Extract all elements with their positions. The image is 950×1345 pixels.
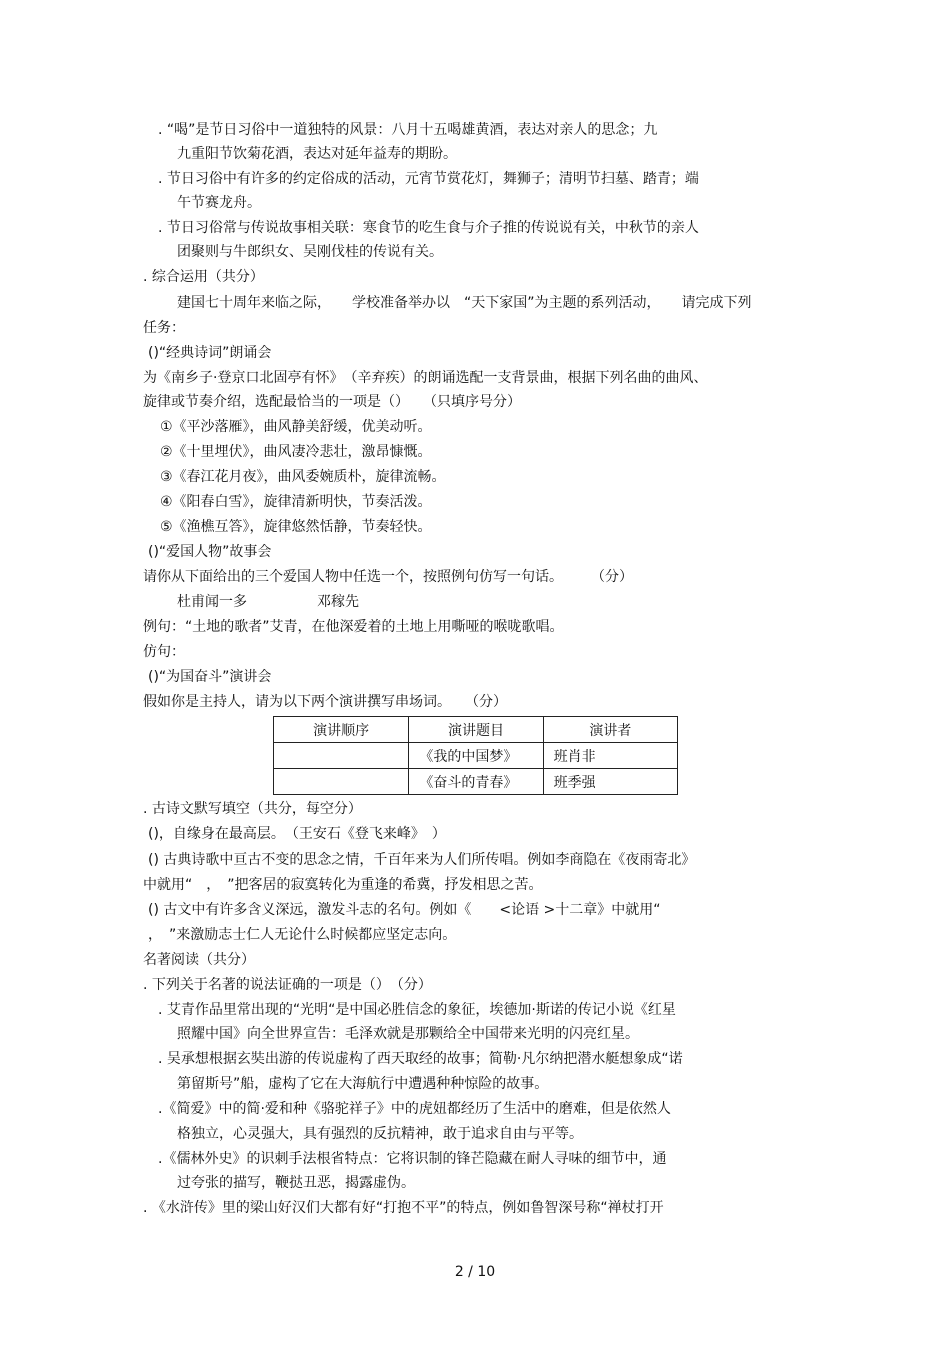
poem-line: () 古典诗歌中亘古不变的思念之情，千百年来为人们所传唱。例如李商隐在《夜雨寄北》 [148,852,696,868]
poem-line: () 古文中有许多含义深远，激发斗志的名句。例如《 <论语 >十二章》中就用“ [148,902,661,918]
question-line: 假如你是主持人，请为以下两个演讲撰写串场词。 （分） [143,694,507,710]
poem-line-cont: ， ”来激励志士仁人无论什么时候都应坚定志向。 [148,927,457,943]
option-line: . 节日习俗中有许多的约定俗成的活动，元宵节赏花灯，舞狮子；清明节扫墓、踏青；端 [158,171,699,187]
option-line-cont: 团聚则与牛郎织女、吴刚伐桂的传说有关。 [177,244,443,260]
option-line: .《简爱》中的简·爱和种《骆驼祥子》中的虎妞都经历了生活中的磨难，但是依然人 [158,1101,671,1117]
option-line-cont: 午节赛龙舟。 [177,195,261,211]
subsection-heading: ()“为国奋斗”演讲会 [148,669,272,685]
speech-table [273,716,678,795]
poem-line-cont: 中就用“ ， ”把客居的寂寞转化为重逢的希冀，抒发相思之苦。 [143,877,543,893]
music-option: ⑤《渔樵互答》，旋律悠然恬静，节奏轻快。 [160,519,432,535]
subsection-heading: ()“经典诗词”朗诵会 [148,345,272,361]
section-heading: 名著阅读（共分） [143,952,255,968]
question-line: 为《南乡子·登京口北固亭有怀》 （辛弃疾）的朗诵选配一支背景曲，根据下列名曲的曲风、 [143,370,708,386]
option-line-cont: 九重阳节饮菊花酒，表达对延年益寿的期盼。 [177,146,457,162]
table-header-row [274,717,678,743]
table-header-cell: 演讲题目 [409,717,543,743]
table-row [274,769,678,795]
question-line: . 《水浒传》里的梁山好汉们大都有好“打抱不平”的特点，例如鲁智深号称“禅杖打开 [143,1200,664,1216]
option-line: . 吴承想根据玄奘出游的传说虚构了西天取经的故事；简勒·凡尔纳把潜水艇想象成“诺 [158,1051,683,1067]
music-option: ④《阳春白雪》，旋律清新明快，节奏活泼。 [160,494,432,510]
question-line: 旋律或节奏介绍，选配最恰当的一项是（） （只填序号分） [143,394,521,410]
section-heading: . 古诗文默写填空（共分，每空分） [143,801,362,817]
option-line: . “喝”是节日习俗中一道独特的风景：八月十五喝雄黄酒，表达对亲人的思念；九 [158,122,658,138]
table-header-cell: 演讲者 [543,717,677,743]
page-number: 2 / 10 [454,1264,496,1280]
table-cell [274,769,409,795]
option-line-cont: 过夸张的描写，鞭挞丑恶，揭露虚伪。 [177,1175,415,1191]
question-line: 请你从下面给出的三个爱国人物中任选一个，按照例句仿写一句话。 （分） [143,569,633,585]
subsection-heading: ()“爱国人物”故事会 [148,544,272,560]
table-header-cell: 演讲顺序 [274,717,409,743]
answer-line: 仿句： [143,644,185,660]
table-cell: 《奋斗的青春》 [409,769,543,795]
section-heading: . 综合运用（共分） [143,269,264,285]
intro-line: 建国七十周年来临之际， 学校准备举办以 “天下家国”为主题的系列活动， 请完成下列 [177,295,752,311]
poem-line: ()，自缘身在最高层。 （王安石《登飞来峰》 ） [148,826,446,842]
option-line: . 节日习俗常与传说故事相关联：寒食节的吃生食与介子推的传说说有关，中秋节的亲人 [158,220,699,236]
names-line: 杜甫闻一多 邓稼先 [177,594,359,610]
option-line: . 艾青作品里常出现的“光明“是中国必胜信念的象征，埃德加·斯诺的传记小说《红星 [158,1002,676,1018]
music-option: ③《春江花月夜》，曲风委婉质朴，旋律流畅。 [160,469,446,485]
table-cell: 班肖非 [543,743,677,769]
table-cell: 班季强 [543,769,677,795]
table-cell [274,743,409,769]
intro-line-cont: 任务： [143,320,185,336]
question-line: . 下列关于名著的说法证确的一项是（） （分） [143,977,432,993]
option-line-cont: 照耀中国》向全世界宣告：毛泽欢就是那颗给全中国带来光明的闪亮红星。 [177,1026,639,1042]
table-row [274,743,678,769]
music-option: ①《平沙落雁》，曲风静美舒缓，优美动听。 [160,419,432,435]
example-line: 例句：“土地的歌者”艾青，在他深爱着的土地上用嘶哑的喉咙歌唱。 [143,619,564,635]
option-line: .《儒林外史》的识刺手法根省特点：它将识制的锋芒隐藏在耐人寻味的细节中，通 [158,1151,667,1167]
table-cell: 《我的中国梦》 [409,743,543,769]
option-line-cont: 格独立，心灵强大，具有强烈的反抗精神，敢于追求自由与平等。 [177,1126,583,1142]
option-line-cont: 第留斯号”船，虚构了它在大海航行中遭遇种种惊险的故事。 [177,1076,549,1092]
music-option: ②《十里埋伏》，曲风凄冷悲壮，激昂慷慨。 [160,444,432,460]
